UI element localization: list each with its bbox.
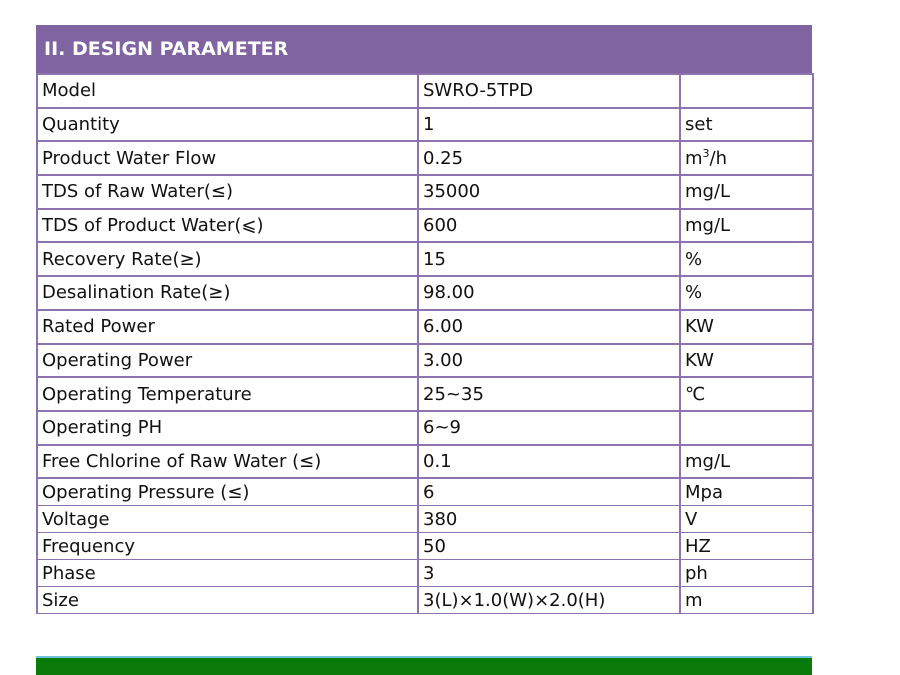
param-unit: mg/L — [680, 175, 813, 209]
param-value: 3.00 — [418, 344, 680, 378]
table-row — [37, 533, 813, 560]
param-value: 3(L)×1.0(W)×2.0(H) — [418, 587, 680, 614]
param-value: 15 — [418, 242, 680, 276]
table-row — [37, 175, 813, 209]
param-unit: % — [680, 242, 813, 276]
table-row — [37, 141, 813, 175]
param-unit: ph — [680, 560, 813, 587]
table-row — [37, 242, 813, 276]
table-row — [37, 310, 813, 344]
param-value: SWRO-5TPD — [418, 74, 680, 108]
param-name: Quantity — [37, 108, 418, 142]
param-unit — [680, 74, 813, 108]
table-row — [37, 445, 813, 479]
table-row — [37, 411, 813, 445]
param-unit: KW — [680, 344, 813, 378]
param-name: Rated Power — [37, 310, 418, 344]
param-unit: KW — [680, 310, 813, 344]
table-row — [37, 108, 813, 142]
param-name: Operating Temperature — [37, 377, 418, 411]
param-name: Voltage — [37, 506, 418, 533]
unit-suffix: /h — [709, 147, 728, 169]
table-row — [37, 478, 813, 506]
param-name: Phase — [37, 560, 418, 587]
table-row — [37, 276, 813, 310]
design-parameter-sheet — [36, 25, 812, 614]
param-name: TDS of Product Water(⩽) — [37, 209, 418, 243]
param-name: Model — [37, 74, 418, 108]
param-value: 50 — [418, 533, 680, 560]
param-value: 0.1 — [418, 445, 680, 479]
design-parameter-table — [36, 73, 814, 614]
param-name: TDS of Raw Water(≤) — [37, 175, 418, 209]
param-name: Operating Power — [37, 344, 418, 378]
param-unit: ℃ — [680, 377, 813, 411]
table-row — [37, 377, 813, 411]
table-row — [37, 209, 813, 243]
param-unit: % — [680, 276, 813, 310]
param-unit: Mpa — [680, 478, 813, 506]
param-value: 25~35 — [418, 377, 680, 411]
param-name: Product Water Flow — [37, 141, 418, 175]
param-unit: set — [680, 108, 813, 142]
next-section-header-bar — [36, 656, 812, 675]
param-name: Desalination Rate(≥) — [37, 276, 418, 310]
param-name: Frequency — [37, 533, 418, 560]
param-unit — [680, 411, 813, 445]
param-unit: m — [680, 587, 813, 614]
param-value: 3 — [418, 560, 680, 587]
param-name: Operating Pressure (≤) — [37, 478, 418, 506]
param-name: Operating PH — [37, 411, 418, 445]
unit-base: m — [685, 147, 703, 169]
param-value: 6.00 — [418, 310, 680, 344]
param-unit: V — [680, 506, 813, 533]
param-value: 98.00 — [418, 276, 680, 310]
param-value: 380 — [418, 506, 680, 533]
param-unit: HZ — [680, 533, 813, 560]
param-unit — [680, 141, 813, 175]
param-unit: mg/L — [680, 209, 813, 243]
param-value: 35000 — [418, 175, 680, 209]
param-name: Size — [37, 587, 418, 614]
section-header: II. DESIGN PARAMETER — [36, 25, 812, 73]
param-value: 1 — [418, 108, 680, 142]
param-value: 6~9 — [418, 411, 680, 445]
param-unit: mg/L — [680, 445, 813, 479]
param-name: Free Chlorine of Raw Water (≤) — [37, 445, 418, 479]
table-row — [37, 587, 813, 614]
table-row — [37, 506, 813, 533]
param-value: 600 — [418, 209, 680, 243]
table-row — [37, 74, 813, 108]
param-value: 6 — [418, 478, 680, 506]
param-name: Recovery Rate(≥) — [37, 242, 418, 276]
table-row — [37, 560, 813, 587]
param-value: 0.25 — [418, 141, 680, 175]
unit-superscript: 3 — [702, 146, 710, 160]
table-row — [37, 344, 813, 378]
